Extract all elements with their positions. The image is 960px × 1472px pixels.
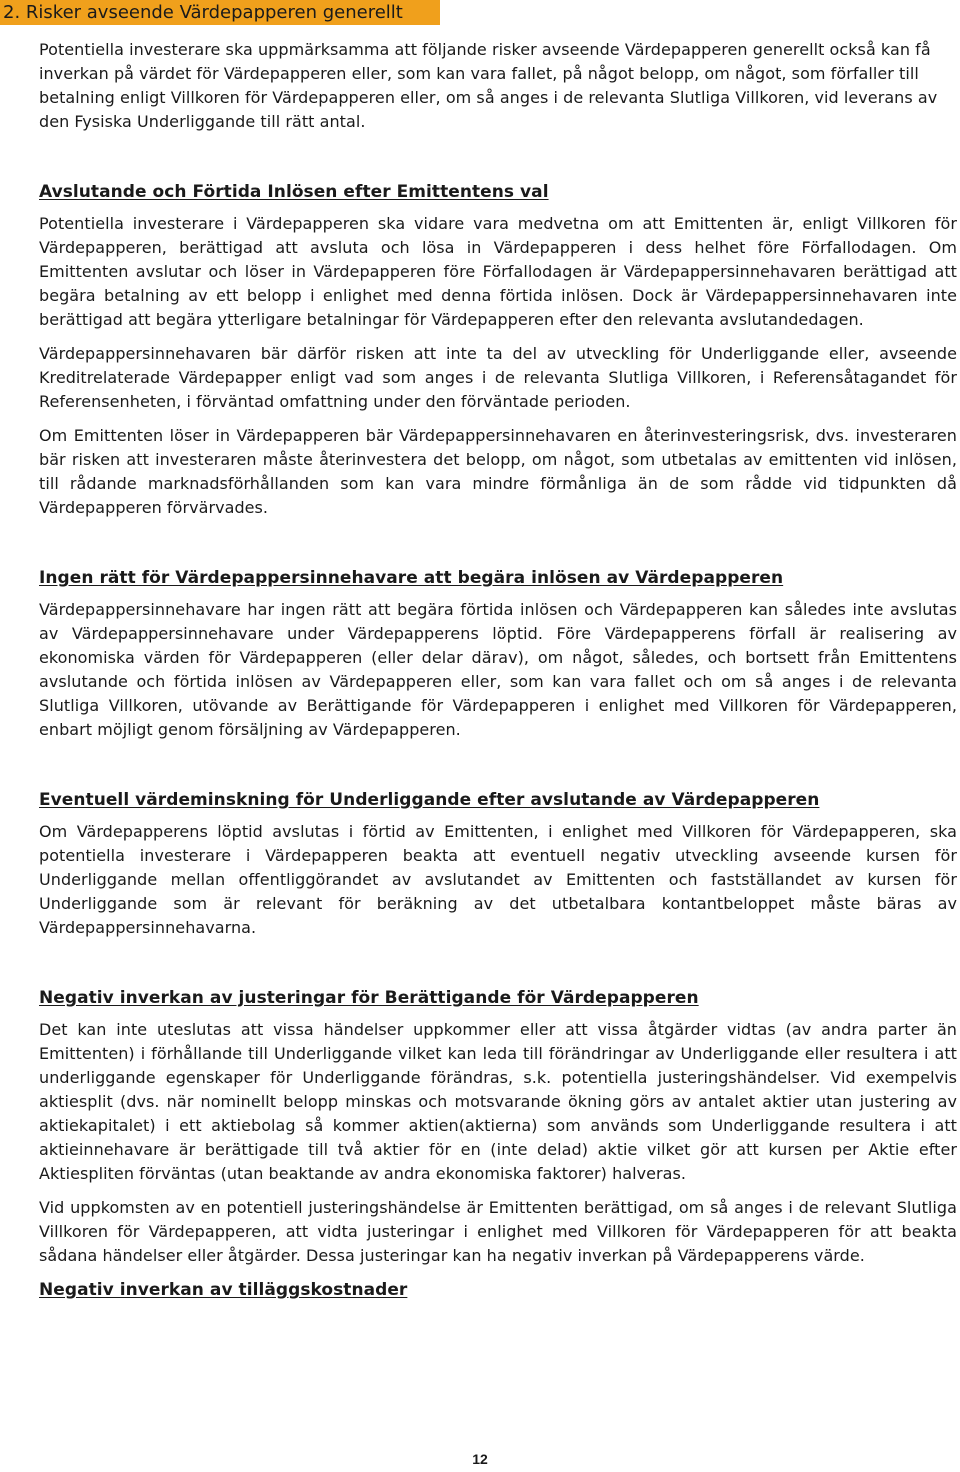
intro-paragraph: Potentiella investerare ska uppmärksamma att följande risker avseende Värdepapperen generellt också kan få inverkan på värdet för Värdepapperen eller, som kan vara fallet, på något belopp, om något, som förfaller till betalning enligt Villkoren för Värdepapperen eller, om så anges i de relevanta Slutliga Villkoren, vid leverans av den Fysiska Underliggande till rätt antal. [39,40,938,131]
heading-additional-costs: Negativ inverkan av tilläggskostnader [39,1280,408,1300]
document-body [39,38,957,1302]
paragraph: Om Värdepapperens löptid avslutas i förtid av Emittenten, i enlighet med Villkoren för Värdepapperen, ska potentiella investerare i Värdepapperen beakta att eventuell negativ utveckling avseende kursen för Underliggande mellan offentliggörandet av avslutandet av Emittenten och fastställandet av kursen för Underliggande som är relevant för beräkning av det utbetalbara kontantbeloppet måste bäras av Värdepappersinnehavarna. [39,822,957,937]
heading-early-redemption: Avslutande och Förtida Inlösen efter Emittentens val [39,182,549,202]
page-number: 12 [472,1451,488,1467]
paragraph: Det kan inte uteslutas att vissa händelser uppkommer eller att vissa åtgärder vidtas (av andra parter än Emittenten) i förhållande till Underliggande vilket kan leda till förändringar av Underliggande eller resultera i att underliggande egenskaper för Underliggande förändras, s.k. potentiella justeringshändelser. Vid exempelvis aktiesplit (dvs. när nominellt belopp minskas och motsvarande ökning görs av antalet aktier utan justering av aktiekapitalet) i ett aktiebolag så kommer aktien(aktierna) som används som Underliggande resultera i att aktieinnehavare är berättigade till två aktier för en (inte delad) aktie vilket gör att kursen per Aktie efter Aktiespliten förväntas (utan beaktande av andra ekonomiska faktorer) halveras. [39,1020,957,1183]
paragraph: Potentiella investerare i Värdepapperen ska vidare vara medvetna om att Emittenten är, enligt Villkoren för Värdepapperen, berättigad att avsluta och lösa in Värdepapperen i dess helhet före Förfallodagen. Om Emittenten avslutar och löser in Värdepapperen före Förfallodagen är Värdepappersinnehavaren berättigad att begära betalning av ett belopp i enlighet med denna förtida inlösen. Dock är Värdepappersinnehavaren inte berättigad att begära ytterligare betalningar för Värdepapperen efter den relevanta avslutandedagen. [39,214,957,329]
paragraph: Om Emittenten löser in Värdepapperen bär Värdepappersinnehavaren en återinvesteringsrisk, dvs. investeraren bär risken att investeraren måste återinvestera det belopp, om något, som utbetalas av emittenten vid inlösen, till rådande marknadsförhållanden som kan vara mindre förmånliga än de som rådde vid tidpunkten då Värdepapperen förvärvades. [39,426,957,517]
section-title: 2. Risker avseende Värdepapperen generellt [0,0,440,25]
heading-possible-depreciation: Eventuell värdeminskning för Underliggande efter avslutande av Värdepapperen [39,790,820,810]
paragraph: Värdepappersinnehavaren bär därför risken att inte ta del av utveckling för Underliggande eller, avseende Kreditrelaterade Värdepapper enligt vad som anges i de relevanta Slutliga Villkoren, i Referensåtagandet för Referensenheten, i förväntad omfattning under den förväntade perioden. [39,344,957,411]
paragraph: Värdepappersinnehavare har ingen rätt att begära förtida inlösen och Värdepapperen kan således inte avslutas av Värdepappersinnehavare under Värdepapperens löptid. Före Värdepapperens förfall är realisering av ekonomiska värden för Värdepapperen (eller delar därav), om något, således, och bortsett från Emittentens avslutande och förtida inlösen av Värdepapperen eller, som kan vara fallet och om så anges i de relevanta Slutliga Villkoren, utövande av Berättigande för Värdepapperen i enlighet med Villkoren för Värdepapperen, enbart möjligt genom försäljning av Värdepapperen. [39,600,957,739]
paragraph: Vid uppkomsten av en potentiell justeringshändelse är Emittenten berättigad, om så anges i de relevant Slutliga Villkoren för Värdepapperen, att vidta justeringar i enlighet med Villkoren för Värdepapperen för att beakta sådana händelser eller åtgärder. Dessa justeringar kan ha negativ inverkan på Värdepapperens värde. [39,1198,957,1265]
heading-adjustments: Negativ inverkan av justeringar för Berättigande för Värdepapperen [39,988,699,1008]
heading-no-redemption-right: Ingen rätt för Värdepappersinnehavare att begära inlösen av Värdepapperen [39,568,784,588]
